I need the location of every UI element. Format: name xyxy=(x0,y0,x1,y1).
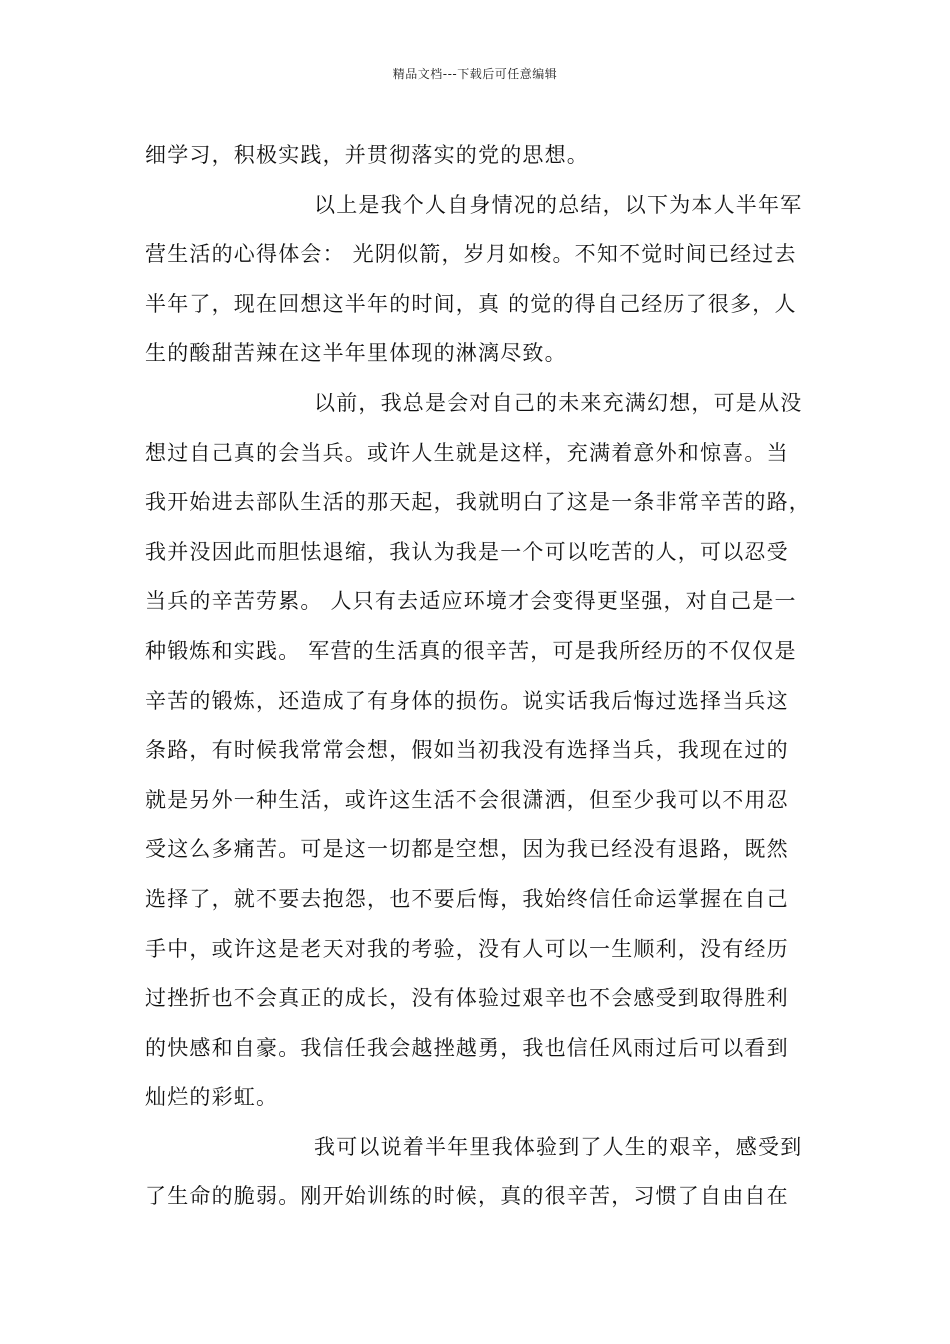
text-line: 想过自己真的会当兵。或许人生就是这样，充满着意外和惊喜。当 xyxy=(145,440,789,465)
text-line: 手中，或许这是老天对我的考验，没有人可以一生顺利，没有经历 xyxy=(145,936,789,961)
text-line: 条路，有时候我常常会想，假如当初我没有选择当兵，我现在过的 xyxy=(145,738,789,763)
text-line: 灿烂的彩虹。 xyxy=(145,1085,279,1110)
text-line: 辛苦的锻炼，还造成了有身体的损伤。说实话我后悔过选择当兵这 xyxy=(145,688,789,713)
text-line: 生的酸甜苦辣在这半年里体现的淋漓尽致。 xyxy=(145,341,567,366)
text-line: 受这么多痛苦。可是这一切都是空想，因为我已经没有退路，既然 xyxy=(145,837,789,862)
text-line: 我可以说着半年里我体验到了人生的艰辛，感受到 xyxy=(314,1134,803,1159)
page-header: 精品文档---下载后可任意编辑 xyxy=(392,67,558,81)
text-line: 细学习，积极实践，并贯彻落实的党的思想。 xyxy=(145,143,589,167)
document-body xyxy=(145,131,815,1222)
text-line: 以前，我总是会对自己的未来充满幻想，可是从没 xyxy=(314,390,803,415)
text-line: 营生活的心得体会： 光阴似箭，岁月如梭。不知不觉时间已经过去 xyxy=(145,242,797,267)
text-line: 我开始进去部队生活的那天起，我就明白了这是一条非常辛苦的路， xyxy=(145,490,811,515)
text-line: 以上是我个人自身情况的总结，以下为本人半年军 xyxy=(314,192,803,217)
text-line: 了生命的脆弱。刚开始训练的时候，真的很辛苦，习惯了自由自在 xyxy=(145,1184,789,1209)
text-line: 的快感和自豪。我信任我会越挫越勇，我也信任风雨过后可以看到 xyxy=(145,1035,789,1060)
text-line: 过挫折也不会真正的成长，没有体验过艰辛也不会感受到取得胜利 xyxy=(145,986,789,1011)
text-line: 种锻炼和实践。 军营的生活真的很辛苦，可是我所经历的不仅仅是 xyxy=(145,638,797,663)
text-line: 当兵的辛苦劳累。 人只有去适应环境才会变得更坚强，对自己是一 xyxy=(145,589,797,614)
text-line: 就是另外一种生活，或许这生活不会很潇洒，但至少我可以不用忍 xyxy=(145,787,789,812)
text-line: 我并没因此而胆怯退缩，我认为我是一个可以吃苦的人，可以忍受 xyxy=(145,539,789,564)
text-line: 选择了，就不要去抱怨，也不要后悔，我始终信任命运掌握在自己 xyxy=(145,886,789,911)
text-line: 半年了，现在回想这半年的时间，真 的觉的得自己经历了很多，人 xyxy=(145,291,797,316)
